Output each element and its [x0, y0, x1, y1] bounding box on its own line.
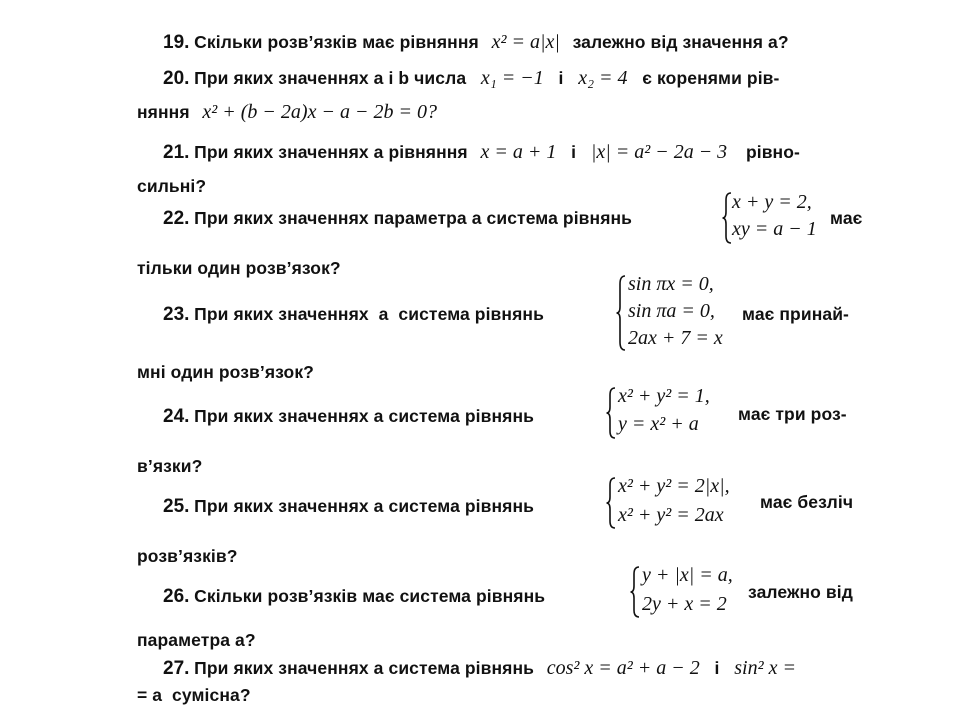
- equation-system-26: [630, 563, 750, 621]
- problem-text: параметра a?: [137, 630, 256, 650]
- problem-text: і: [558, 68, 564, 88]
- problem-number: 25.: [163, 496, 190, 517]
- brace-icon: [606, 477, 616, 529]
- equation: x₁ = −1: [480, 67, 544, 89]
- problem-number: 23.: [163, 304, 190, 325]
- problem-text: няння: [137, 102, 190, 122]
- problem-text: рівно-: [745, 142, 800, 162]
- problem-text: і: [571, 142, 577, 162]
- problem-26-tail: [748, 580, 853, 605]
- problem-number: 21.: [163, 142, 190, 163]
- problem-22-cont: [137, 256, 341, 281]
- system-row: 2ax + 7 = x: [628, 327, 723, 349]
- problem-text: має три роз-: [738, 404, 847, 424]
- problem-text: При яких значеннях a система рівнянь: [194, 658, 535, 678]
- problem-25: [163, 494, 534, 519]
- problem-text: Скільки розв’язків має система рівнянь: [194, 586, 546, 606]
- problem-23: [163, 302, 544, 327]
- problem-25-tail: [760, 490, 853, 515]
- problem-20: [163, 66, 779, 91]
- problem-20-cont: [137, 100, 437, 125]
- problem-text: При яких значеннях a система рівнянь: [194, 496, 535, 516]
- problem-number: 20.: [163, 68, 190, 89]
- problem-text: в’язки?: [137, 456, 203, 476]
- problem-21-cont: [137, 174, 206, 199]
- problem-25-cont: [137, 544, 238, 569]
- equation: sin² x =: [734, 657, 796, 679]
- problem-23-tail: [742, 302, 849, 327]
- brace-icon: [606, 387, 616, 439]
- problem-text: має: [830, 208, 863, 228]
- problem-21: [163, 140, 800, 165]
- system-row: y + |x| = a,: [642, 564, 733, 586]
- problem-19: [163, 30, 789, 55]
- brace-icon: [722, 192, 732, 244]
- problem-text: має безліч: [760, 492, 854, 512]
- equation-system-22: [722, 190, 832, 246]
- system-row: x² + y² = 2ax: [618, 504, 724, 526]
- problem-text: залежно від значення a?: [572, 32, 789, 52]
- problem-number: 26.: [163, 586, 190, 607]
- problem-22: [163, 206, 632, 231]
- equation: x₂ = 4: [578, 67, 628, 89]
- problem-text: має принай-: [742, 304, 849, 324]
- system-row: x + y = 2,: [732, 191, 812, 213]
- problem-text: мні один розв’язок?: [137, 362, 314, 382]
- equation-system-24: [606, 384, 736, 442]
- brace-icon: [616, 275, 626, 351]
- problem-number: 27.: [163, 658, 190, 679]
- problem-text: тільки один розв’язок?: [137, 258, 341, 278]
- problem-text: залежно від: [748, 582, 853, 602]
- problem-24: [163, 404, 534, 429]
- equation: cos² x = a² + a − 2: [546, 657, 700, 679]
- equation: x² = a|x|: [491, 31, 560, 53]
- problem-text: і: [714, 658, 720, 678]
- problem-text: Скільки розв’язків має рівняння: [194, 32, 479, 52]
- problem-27-cont: [137, 683, 251, 708]
- problem-text: При яких значеннях a система рівнянь: [194, 304, 544, 324]
- problem-text: При яких значеннях a і b числа: [194, 68, 467, 88]
- problem-text: сильні?: [137, 176, 207, 196]
- equation: x² + (b − 2a)x − a − 2b = 0?: [202, 101, 437, 123]
- system-row: y = x² + a: [618, 413, 699, 435]
- system-row: sin πx = 0,: [628, 273, 714, 295]
- problem-number: 19.: [163, 32, 190, 53]
- problem-24-tail: [738, 402, 847, 427]
- system-row: sin πa = 0,: [628, 300, 715, 322]
- equation-system-25: [606, 474, 756, 532]
- system-row: 2y + x = 2: [642, 593, 727, 615]
- problem-26-cont: [137, 628, 256, 653]
- problem-27: [163, 656, 796, 681]
- problem-text: = a сумісна?: [137, 685, 251, 705]
- equation-system-23: [616, 272, 736, 354]
- problem-text: При яких значеннях параметра a система рівнянь: [194, 208, 633, 228]
- problem-text: При яких значеннях a система рівнянь: [194, 406, 535, 426]
- problem-24-cont: [137, 454, 202, 479]
- problem-26: [163, 584, 545, 609]
- problem-number: 24.: [163, 406, 190, 427]
- system-row: x² + y² = 1,: [618, 385, 710, 407]
- system-row: xy = a − 1: [732, 218, 817, 240]
- problem-number: 22.: [163, 208, 190, 229]
- problem-22-tail: [830, 206, 862, 231]
- brace-icon: [630, 566, 640, 618]
- equation: |x| = a² − 2a − 3: [590, 141, 728, 163]
- problem-text: розв’язків?: [137, 546, 238, 566]
- system-row: x² + y² = 2|x|,: [618, 475, 730, 497]
- problem-23-cont: [137, 360, 314, 385]
- problem-text: При яких значеннях a рівняння: [194, 142, 468, 162]
- equation: x = a + 1: [480, 141, 557, 163]
- problem-text: є коренями рів-: [642, 68, 780, 88]
